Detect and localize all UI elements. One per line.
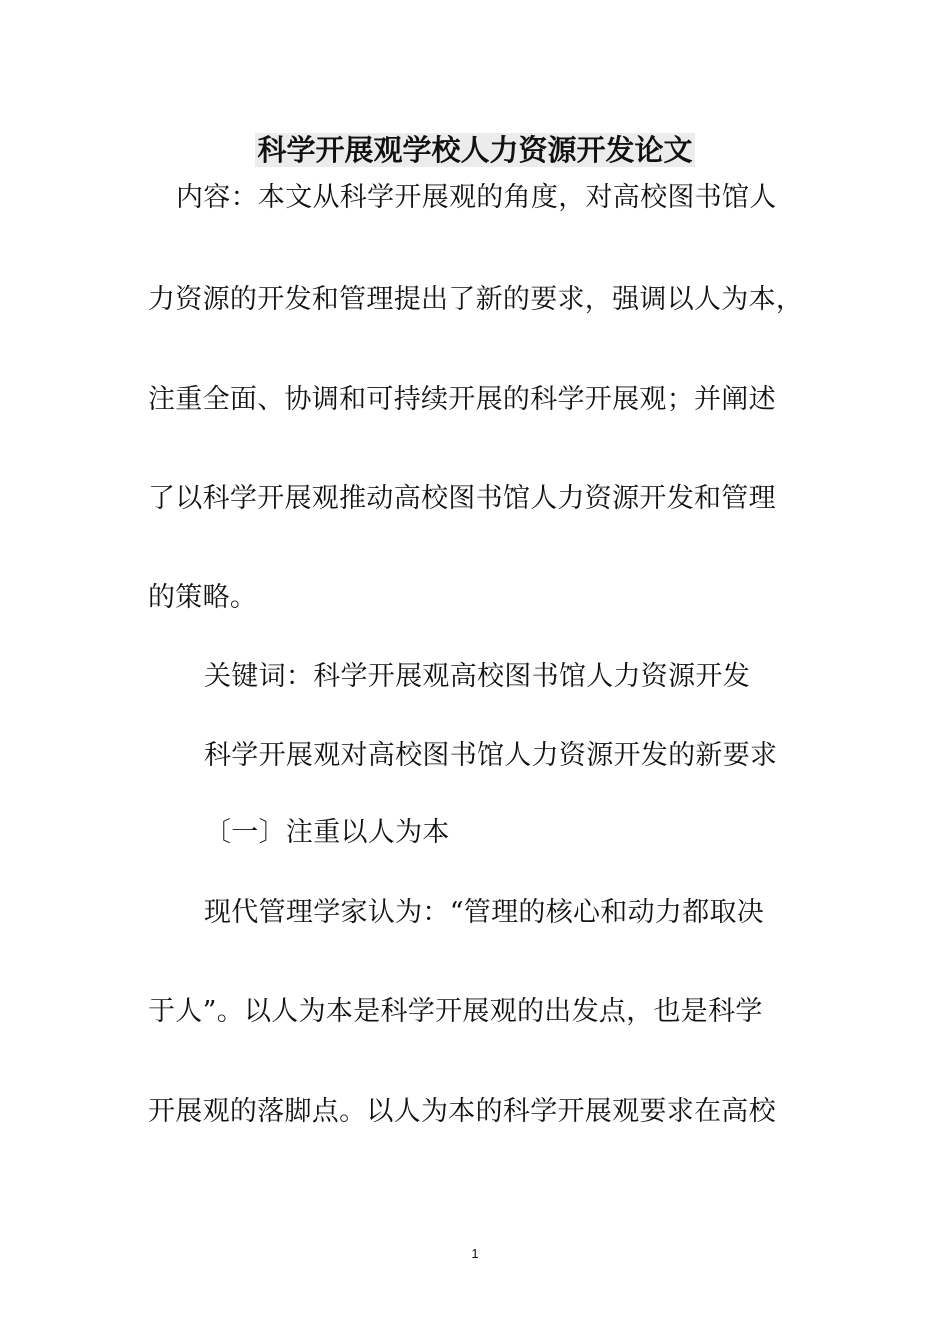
document-title <box>0 130 950 170</box>
abstract-line: 了以科学开展观推动高校图书馆人力资源开发和管理 <box>148 483 776 514</box>
section-heading: 科学开展观对高校图书馆人力资源开发的新要求 <box>204 740 778 771</box>
page-number: 1 <box>471 1246 479 1261</box>
body-line: 现代管理学家认为：“管理的核心和动力都取决 <box>204 897 765 928</box>
keywords-line: 关键词：科学开展观高校图书馆人力资源开发 <box>204 661 750 692</box>
abstract-line: 内容：本文从科学开展观的角度，对高校图书馆人 <box>176 182 777 213</box>
document-title-text: 科学开展观学校人力资源开发论文 <box>257 133 693 167</box>
abstract-line: 注重全面、协调和可持续开展的科学开展观；并阐述 <box>148 384 776 415</box>
subsection-heading: 〔一〕注重以人为本 <box>204 817 450 848</box>
body-line: 开展观的落脚点。以人为本的科学开展观要求在高校 <box>148 1096 776 1127</box>
abstract-line: 的策略。 <box>148 582 258 613</box>
body-line: 于人”。以人为本是科学开展观的出发点，也是科学 <box>148 996 763 1027</box>
abstract-line: 力资源的开发和管理提出了新的要求，强调以人为本， <box>148 284 804 315</box>
